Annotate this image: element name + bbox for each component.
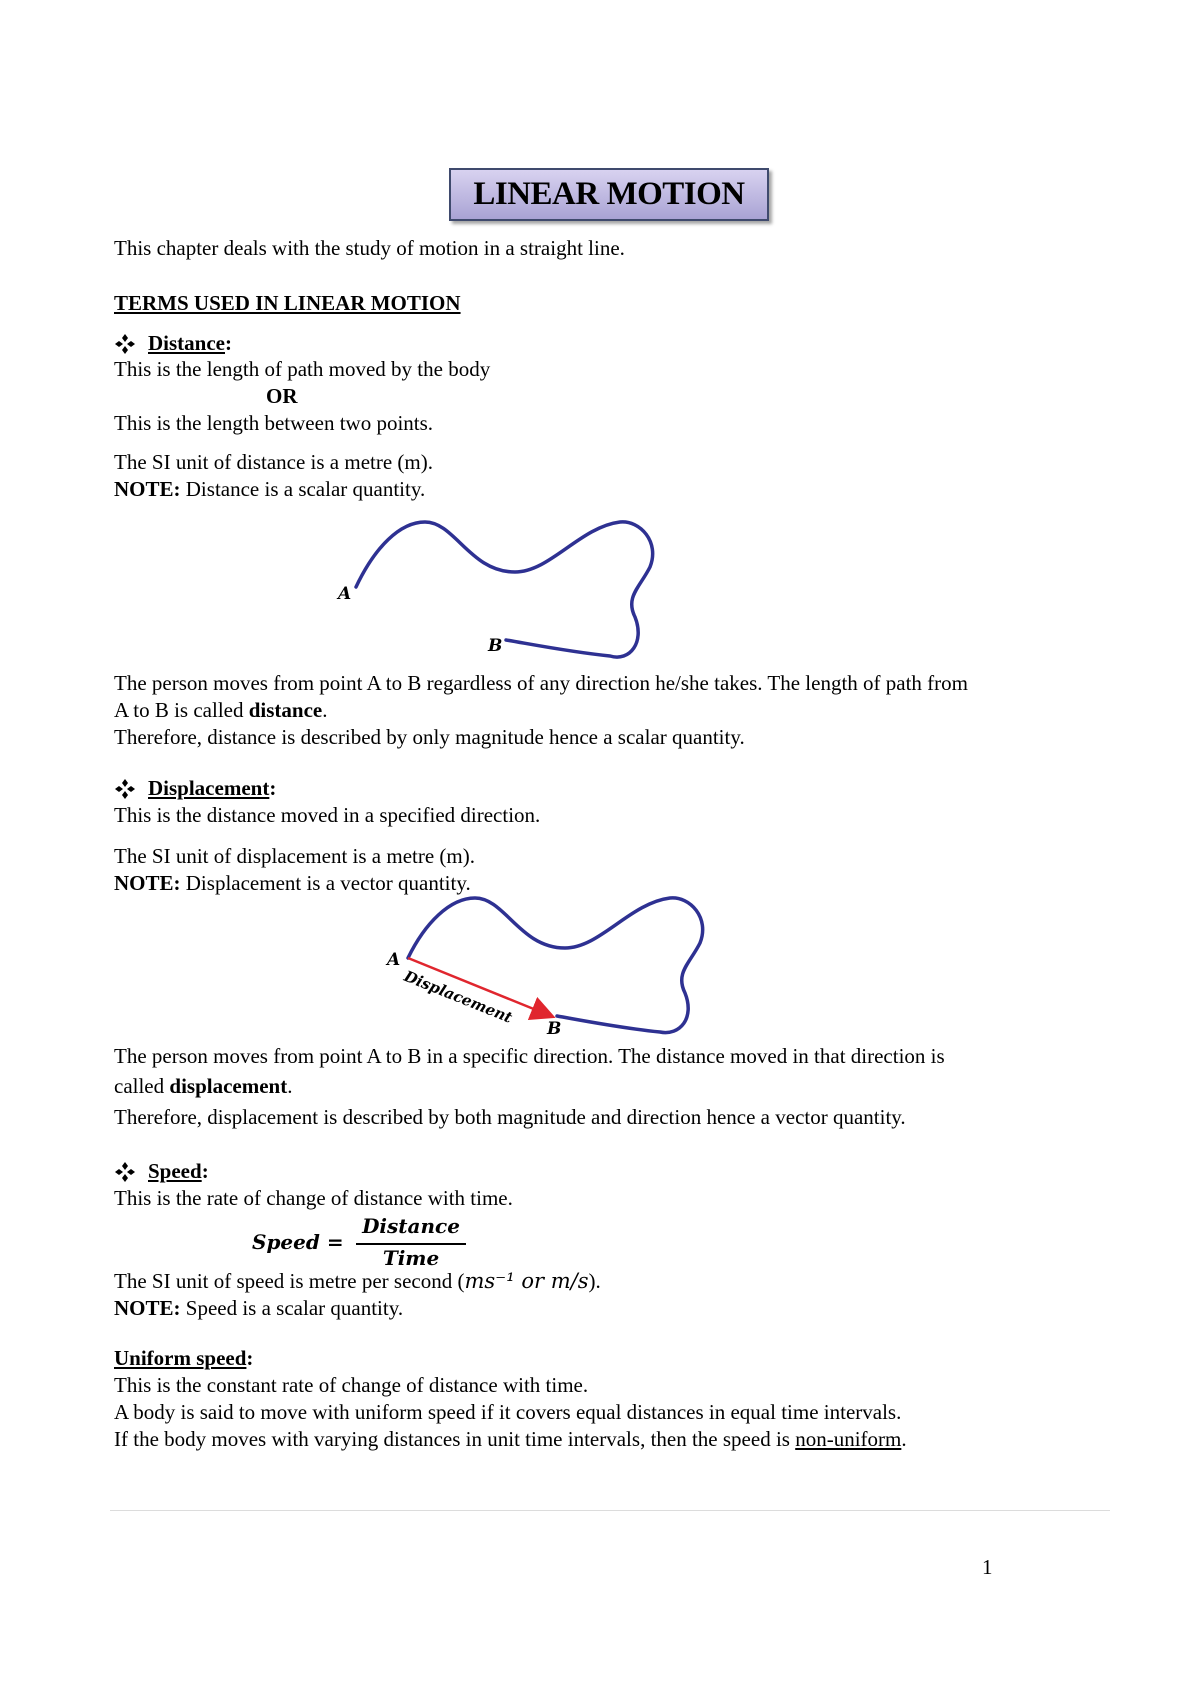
- displacement-paragraph-line-2: called displacement.: [114, 1074, 293, 1098]
- speed-note: NOTE: Speed is a scalar quantity.: [114, 1296, 404, 1320]
- displacement-paragraph-line-1: The person moves from point A to B in a specific direction. The distance moved in that direction is: [114, 1044, 945, 1068]
- point-a-label: A: [387, 950, 401, 970]
- displacement-si-unit: The SI unit of displacement is a metre (m).: [114, 844, 475, 868]
- distance-path-diagram: [330, 512, 670, 662]
- or-label: OR: [266, 384, 298, 408]
- curved-path: [356, 522, 653, 657]
- intro-text: This chapter deals with the study of motion in a straight line.: [114, 236, 625, 260]
- diamond-bullet-icon: [114, 778, 136, 800]
- uniform-speed-line-1: This is the constant rate of change of distance with time.: [114, 1373, 589, 1397]
- speed-heading: Speed:: [148, 1159, 209, 1183]
- footer-divider: [110, 1510, 1110, 1511]
- point-b-label: B: [547, 1019, 562, 1039]
- formula-numerator: Distance: [362, 1214, 460, 1238]
- chapter-title: LINEAR MOTION: [449, 168, 769, 221]
- distance-definition-1: This is the length of path moved by the body: [114, 357, 491, 381]
- point-a-label: A: [338, 584, 352, 604]
- diamond-bullet-icon: [114, 1161, 136, 1183]
- distance-heading: Distance:: [148, 331, 232, 355]
- distance-definition-2: This is the length between two points.: [114, 411, 434, 435]
- displacement-heading: Displacement:: [148, 776, 277, 800]
- speed-formula: [252, 1213, 472, 1273]
- uniform-speed-line-2: A body is said to move with uniform speed if it covers equal distances in equal time intervals.: [114, 1400, 902, 1424]
- displacement-path-diagram: [385, 888, 725, 1038]
- formula-lhs: Speed =: [252, 1230, 344, 1254]
- displacement-paragraph-line-3: Therefore, displacement is described by both magnitude and direction hence a vector quantity.: [114, 1105, 906, 1129]
- page-number: 1: [982, 1555, 993, 1579]
- uniform-speed-heading: Uniform speed:: [114, 1346, 254, 1370]
- distance-paragraph-line-2: A to B is called distance.: [114, 698, 328, 722]
- displacement-note: NOTE: Displacement is a vector quantity.: [114, 871, 471, 895]
- section-heading: TERMS USED IN LINEAR MOTION: [114, 291, 461, 315]
- displacement-arrow-label: Displacement: [401, 967, 515, 1027]
- formula-denominator: Time: [382, 1246, 440, 1270]
- distance-paragraph-line-1: The person moves from point A to B regardless of any direction he/she takes. The length of path from: [114, 671, 968, 695]
- distance-si-unit: The SI unit of distance is a metre (m).: [114, 450, 433, 474]
- speed-definition: This is the rate of change of distance with time.: [114, 1186, 513, 1210]
- distance-note: NOTE: Distance is a scalar quantity.: [114, 477, 426, 501]
- distance-paragraph-line-3: Therefore, distance is described by only magnitude hence a scalar quantity.: [114, 725, 745, 749]
- speed-si-unit: The SI unit of speed is metre per second (ms⁻¹ or m/s).: [114, 1269, 601, 1293]
- uniform-speed-line-3: If the body moves with varying distances in unit time intervals, then the speed is non-uniform.: [114, 1427, 907, 1451]
- diamond-bullet-icon: [114, 333, 136, 355]
- displacement-definition: This is the distance moved in a specified direction.: [114, 803, 541, 827]
- point-b-label: B: [488, 636, 503, 656]
- curved-path: [408, 898, 703, 1033]
